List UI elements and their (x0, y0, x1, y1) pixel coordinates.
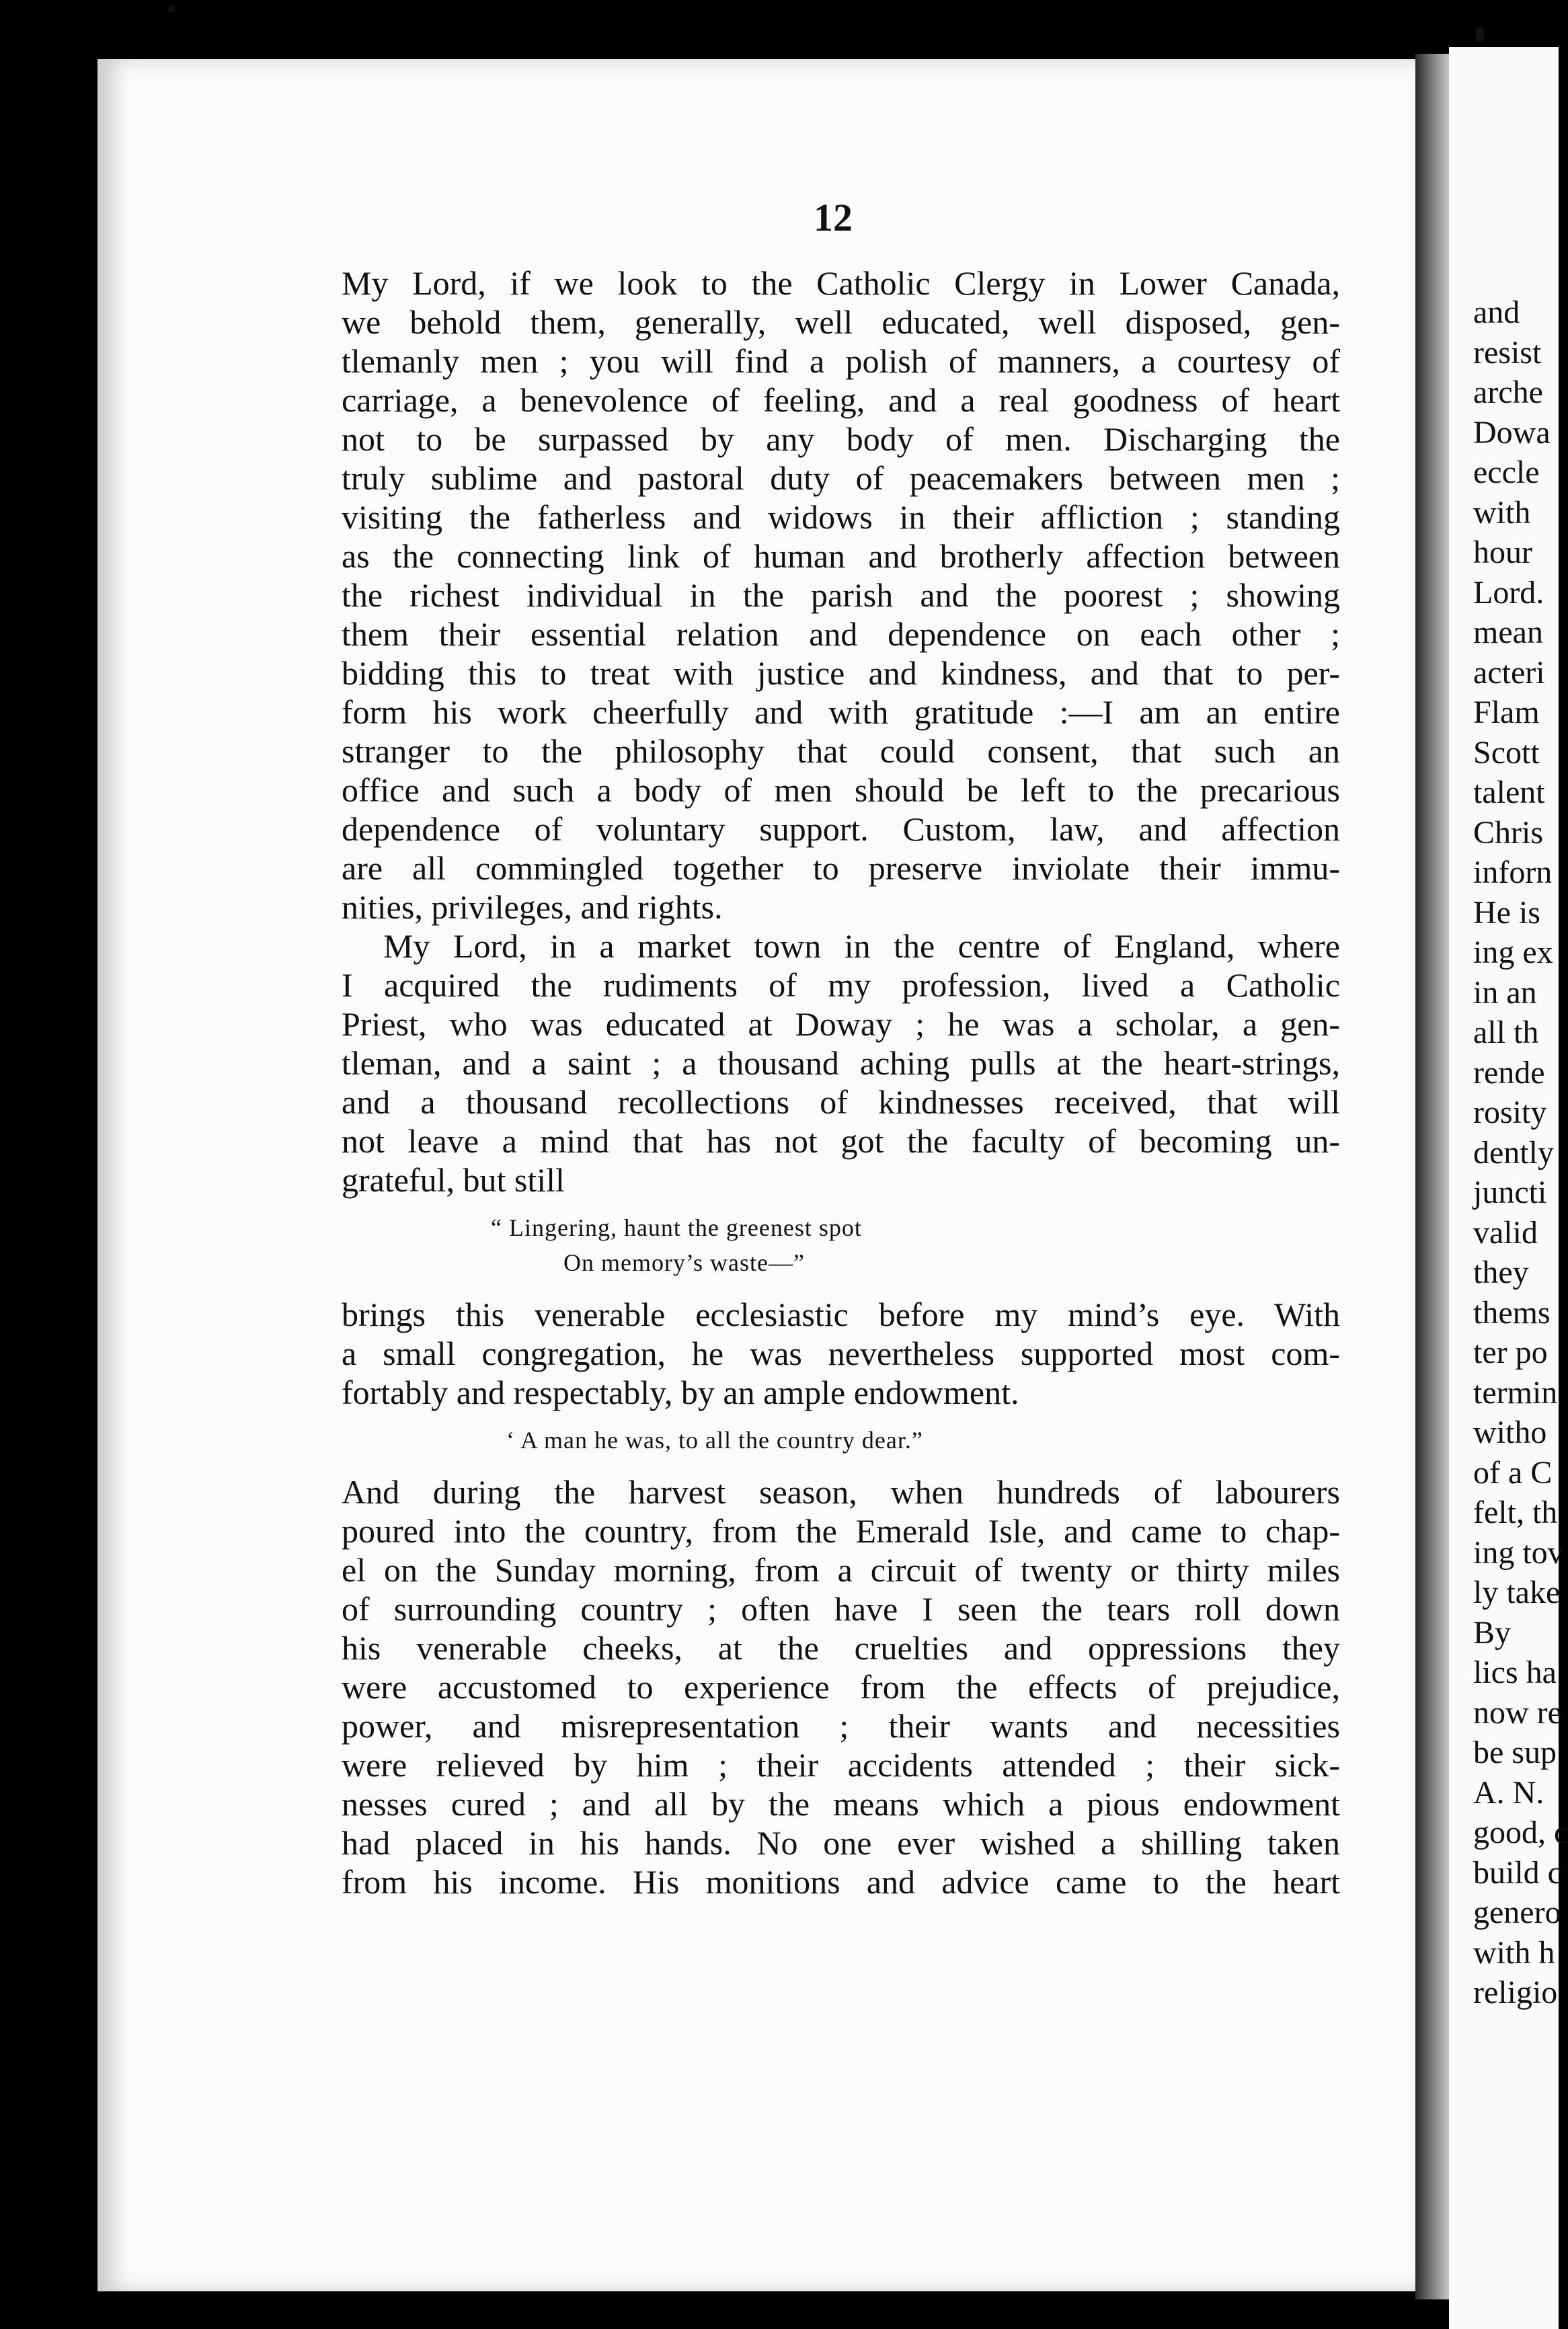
right-page-fragment: ter po (1473, 1335, 1548, 1370)
text-line: truly sublime and pastoral duty of peacemakers between men ; (342, 459, 1340, 497)
text-line: them their essential relation and dependence on each other ; (342, 615, 1340, 653)
right-page-fragment: Chris (1473, 814, 1544, 851)
right-page-fragment: Lord. (1473, 574, 1544, 610)
right-page-text (1473, 292, 1568, 2013)
right-page-fragment: A. N. (1473, 1774, 1544, 1811)
right-page-fragment: talent (1473, 775, 1545, 810)
right-page-fragment: religio (1473, 1975, 1558, 2010)
right-page-fragment: they (1473, 1255, 1529, 1290)
right-page-fragment: rende (1473, 1054, 1545, 1091)
paragraph-1 (342, 264, 1340, 926)
text-line: bidding this to treat with justice and kindness, and that to per- (342, 654, 1340, 692)
right-page-fragment: valid (1473, 1214, 1538, 1251)
text-line: Priest, who was educated at Doway ; he was a scholar, a gen- (342, 1005, 1340, 1043)
text-line: tleman, and a saint ; a thousand aching pulls at the heart-strings, (342, 1044, 1340, 1082)
text-line: fortably and respectably, by an ample endowment. (342, 1374, 1019, 1411)
right-page-fragment: in an (1473, 974, 1537, 1011)
right-page-fragment: now re (1473, 1694, 1562, 1731)
text-line: tlemanly men ; you will find a polish of manners, a courtesy of (342, 342, 1340, 380)
text-line: stranger to the philosophy that could consent, that such an (342, 732, 1340, 770)
paragraph-4 (342, 1472, 1340, 1901)
right-page-fragment: lics ha (1473, 1655, 1557, 1690)
right-page-fragment: acteri (1473, 654, 1545, 690)
page-number: 12 (814, 196, 853, 239)
text-line: were relieved by him ; their accidents attended ; their sick- (342, 1746, 1340, 1784)
quote-line: “ Lingering, haunt the greenest spot (491, 1214, 862, 1241)
right-page-fragment: resist (1473, 334, 1542, 370)
right-page-fragment: eccle (1473, 455, 1540, 490)
text-line: not leave a mind that has not got the faculty of becoming un- (342, 1122, 1340, 1160)
quote-line: ‘ A man he was, to all the country dear.” (506, 1427, 923, 1454)
right-page-fragment: termin (1473, 1374, 1558, 1411)
text-line: we behold them, generally, well educated, well disposed, gen- (342, 303, 1340, 341)
text-line: not to be surpassed by any body of men. Discharging the (342, 420, 1340, 458)
right-page-fragment: thems (1473, 1294, 1551, 1331)
text-line: office and such a body of men should be left to the precarious (342, 771, 1340, 809)
text-line: a small congregation, he was nevertheless supported most com- (342, 1335, 1340, 1372)
text-line: nesses cured ; and all by the means which a pious endowment (342, 1785, 1340, 1823)
right-page-fragment: rosity (1473, 1095, 1547, 1130)
right-page-fragment: be sup (1473, 1735, 1557, 1770)
right-page-fragment: witho (1473, 1415, 1547, 1450)
right-page-fragment: genero (1473, 1895, 1561, 1930)
text-line: as the connecting link of human and brotherly affection between (342, 537, 1340, 575)
right-page-fragment: He is (1473, 894, 1540, 931)
text-line: brings this venerable ecclesiastic before my mind’s eye. With (342, 1296, 1340, 1333)
text-line: My Lord, in a market town in the centre of England, where (383, 927, 1340, 965)
text-line: grateful, but still (342, 1161, 565, 1199)
text-line: the richest individual in the parish and the poorest ; showing (342, 576, 1340, 614)
text-line: from his income. His monitions and advice came to the heart (342, 1863, 1340, 1901)
right-page-fragment: By (1473, 1614, 1512, 1651)
paragraph-3 (342, 1295, 1340, 1412)
right-page-fragment: good, c (1473, 1815, 1568, 1850)
text-line: of surrounding country ; often have I seen the tears roll down (342, 1590, 1340, 1628)
right-page-fragment: juncti (1473, 1175, 1547, 1210)
verse-quote-2 (342, 1423, 1340, 1458)
text-line: his venerable cheeks, at the cruelties and oppressions they (342, 1629, 1340, 1667)
quote-line: On memory’s waste—” (563, 1249, 805, 1276)
text-line: and a thousand recollections of kindnesses received, that will (342, 1083, 1340, 1121)
right-page-fragment: ing ex (1473, 935, 1553, 970)
text-line: dependence of voluntary support. Custom, law, and affection (342, 810, 1340, 848)
text-line: had placed in his hands. No one ever wished a shilling taken (342, 1824, 1340, 1862)
text-line: were accustomed to experience from the effects of prejudice, (342, 1668, 1340, 1706)
right-page-fragment: and (1473, 294, 1520, 330)
text-line: power, and misrepresentation ; their wants and necessities (342, 1707, 1340, 1745)
right-page-fragment: build c (1473, 1854, 1562, 1891)
paragraph-2 (342, 926, 1340, 1199)
body-text (342, 264, 1340, 1901)
text-line: poured into the country, from the Emerald Isle, and came to chap- (342, 1512, 1340, 1550)
right-page-fragment: arche (1473, 374, 1543, 410)
verse-quote-1 (342, 1210, 1340, 1280)
right-page-fragment: dently (1473, 1134, 1554, 1171)
right-page-fragment: with h (1473, 1934, 1555, 1971)
right-page-fragment: with (1473, 494, 1531, 530)
text-line: el on the Sunday morning, from a circuit of twenty or thirty miles (342, 1551, 1340, 1589)
book-gutter (1415, 54, 1449, 2299)
right-page-fragment: all th (1473, 1015, 1539, 1050)
text-line: are all commingled together to preserve inviolate their immu- (342, 849, 1340, 887)
text-line: nities, privileges, and rights. (342, 888, 723, 926)
right-page-fragment: Flam (1473, 695, 1540, 730)
right-page-fragment: ly take (1473, 1575, 1561, 1610)
right-page (1449, 47, 1568, 2329)
right-page-fragment: inforn (1473, 855, 1553, 890)
right-page-fragment: felt, th (1473, 1495, 1558, 1530)
text-line: visiting the fatherless and widows in their affliction ; standing (342, 498, 1340, 536)
right-page-fragment: Scott (1473, 734, 1540, 771)
text-line: And during the harvest season, when hundreds of labourers (342, 1473, 1340, 1511)
scan-speck (1476, 27, 1484, 42)
right-page-fragment: of a C (1473, 1454, 1553, 1491)
scan-speck (168, 5, 175, 12)
text-line: My Lord, if we look to the Catholic Clergy in Lower Canada, (342, 264, 1340, 302)
text-line: carriage, a benevolence of feeling, and a real goodness of heart (342, 381, 1340, 419)
right-page-fragment: hour (1473, 535, 1532, 570)
right-page-fragment: mean (1473, 615, 1543, 650)
right-page-fragment: Dowa (1473, 414, 1551, 450)
text-line: form his work cheerfully and with gratitude :—I am an entire (342, 693, 1340, 731)
text-line: I acquired the rudiments of my profession, lived a Catholic (342, 966, 1340, 1004)
right-page-fragment: ing tov (1473, 1534, 1564, 1571)
